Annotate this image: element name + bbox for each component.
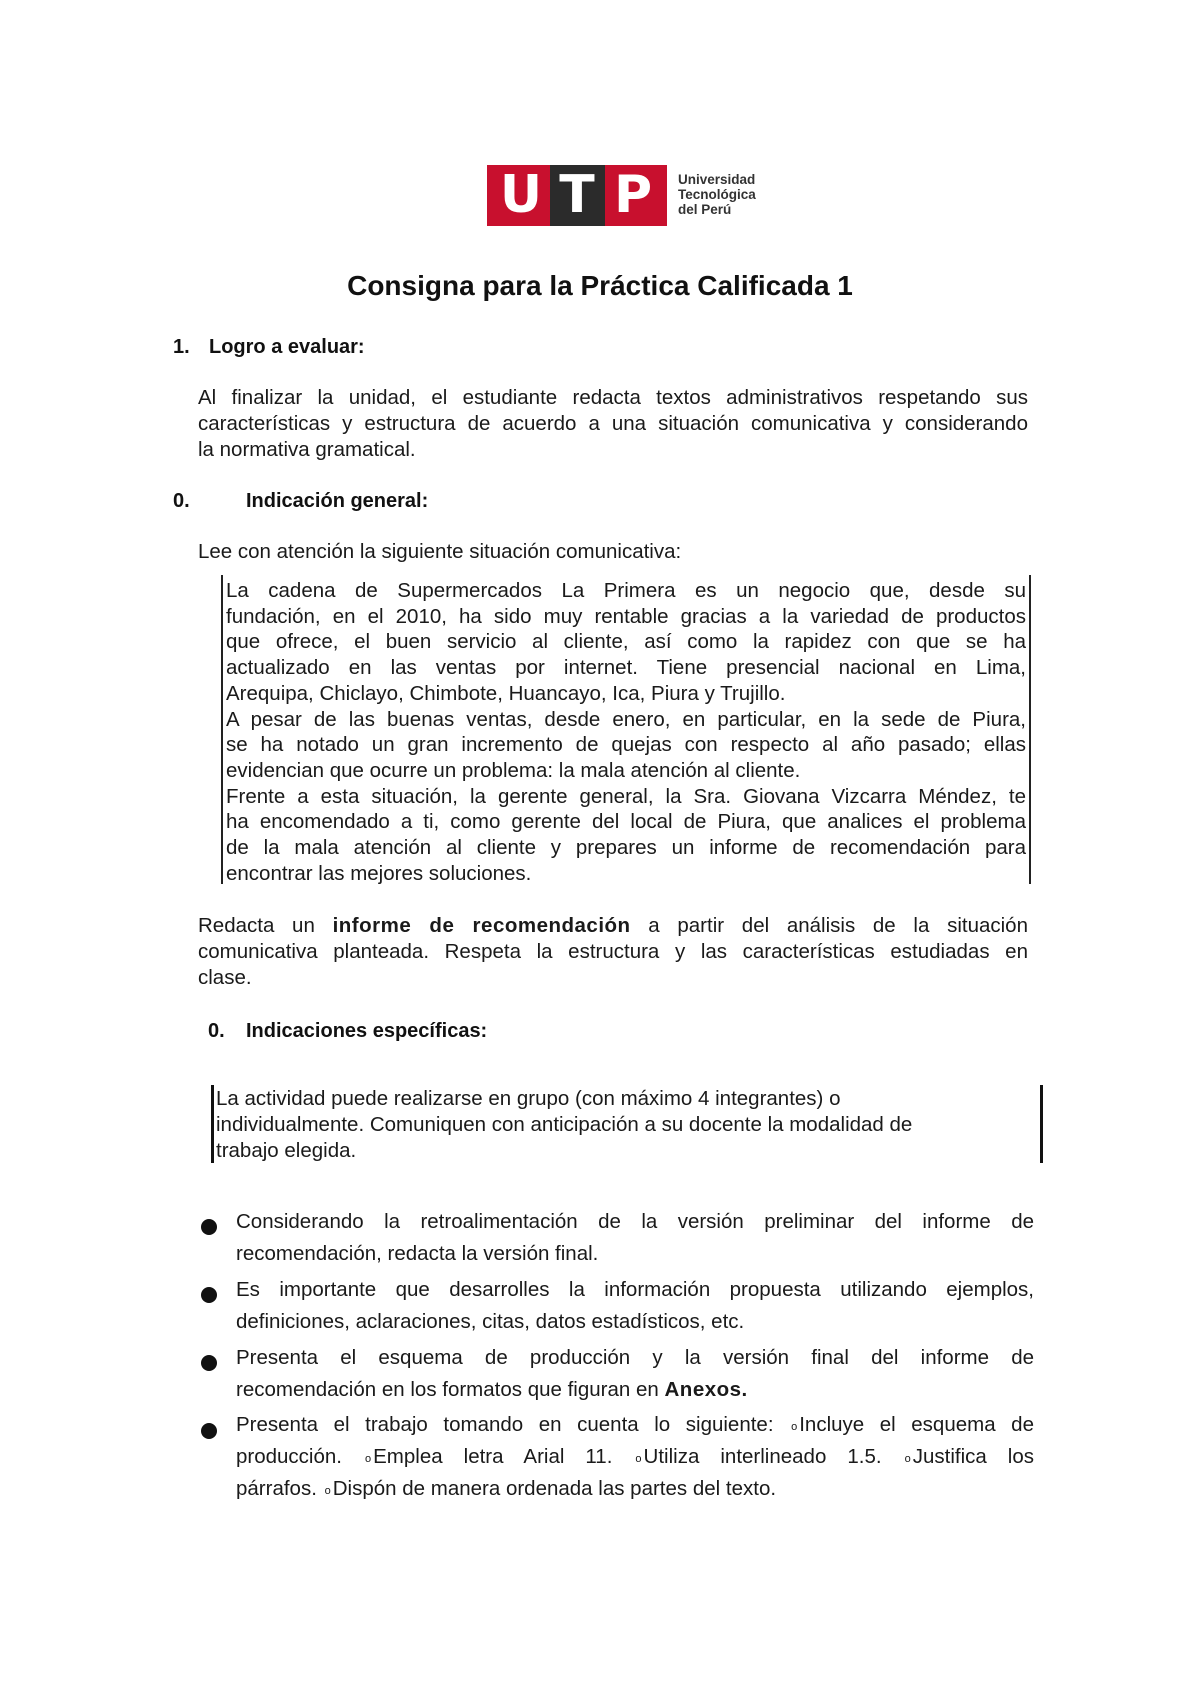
sub-bullet-icon: o — [635, 1453, 642, 1465]
task-line: comunicativa planteada. Respeta la estructura y las características estudiadas en — [198, 940, 1028, 963]
case-line: que ofrece, el buen servicio al cliente, así como la rapidez con que se ha — [226, 630, 1026, 654]
case-line: de la mala atención al cliente y prepares un informe de recomendación para — [226, 836, 1026, 860]
section1-paragraph — [198, 385, 1028, 463]
logo-letter-u: U — [499, 165, 543, 225]
note-line: La actividad puede realizarse en grupo (con máximo 4 integrantes) o — [216, 1087, 841, 1110]
bullet-text: Justifica los — [912, 1445, 1034, 1468]
task-paragraph — [198, 913, 1028, 991]
case-line: encontrar las mejores soluciones. — [226, 861, 532, 885]
sub-bullet-icon: o — [791, 1421, 798, 1433]
bullet-text: Emplea letra Arial 11. — [373, 1445, 613, 1468]
bullet-line — [236, 1410, 1034, 1442]
logo-letter-t: T — [559, 165, 595, 225]
sub-bullet-icon: o — [365, 1453, 372, 1465]
task-line: clase. — [198, 966, 252, 989]
task-bold-term: informe de recomendación — [332, 914, 631, 937]
case-situation-text — [226, 578, 1026, 886]
paragraph-line: características y estructura de acuerdo a una situación comunicativa y considerando — [198, 412, 1028, 435]
task-text: a partir del análisis de la situación — [648, 914, 1028, 937]
group-note-box — [211, 1085, 1043, 1163]
group-note-text — [216, 1086, 1036, 1164]
section2-number: 0. — [173, 490, 190, 512]
note-line: trabajo elegida. — [216, 1139, 357, 1162]
section1-heading: Logro a evaluar: — [209, 336, 365, 358]
bullet-line: Considerando la retroalimentación de la versión preliminar del informe de — [236, 1210, 1034, 1233]
bullet-icon — [201, 1355, 217, 1371]
bullet-item-2 — [236, 1274, 1034, 1338]
annexes-bold: Anexos. — [664, 1378, 748, 1401]
bullet-text: producción. — [236, 1445, 342, 1468]
logo-letter-p: P — [613, 165, 653, 225]
task-line — [198, 913, 1028, 939]
bullet-line — [236, 1374, 1034, 1406]
case-line: se ha notado un gran incremento de quejas con respecto al año pasado; ellas — [226, 733, 1026, 757]
paragraph-line: Al finalizar la unidad, el estudiante redacta textos administrativos respetando sus — [198, 386, 1028, 409]
case-line: La cadena de Supermercados La Primera es un negocio que, desde su — [226, 579, 1026, 602]
bullet-item-4 — [236, 1410, 1034, 1506]
case-line: ha encomendado a ti, como gerente del local de Piura, que analices el problema — [226, 810, 1026, 834]
section3-heading: Indicaciones específicas: — [246, 1020, 488, 1042]
paragraph-line: la normativa gramatical. — [198, 438, 416, 461]
section1-number: 1. — [173, 336, 190, 358]
bullet-text: Dispón de manera ordenada las partes del texto. — [332, 1477, 777, 1500]
logo-name-line: Universidad — [678, 172, 756, 187]
logo-name-line: Tecnológica — [678, 187, 756, 202]
case-line: evidencian que ocurre un problema: la mala atención al cliente. — [226, 758, 801, 782]
bullet-line: Presenta el esquema de producción y la versión final del informe de — [236, 1346, 1034, 1369]
task-text: Redacta un — [198, 914, 315, 937]
case-line: Arequipa, Chiclayo, Chimbote, Huancayo, Ica, Piura y Trujillo. — [226, 681, 786, 705]
case-situation-box — [221, 575, 1031, 884]
bullet-line — [236, 1442, 1034, 1474]
bullet-text: Utiliza interlineado 1.5. — [643, 1445, 882, 1468]
bullet-icon — [201, 1423, 217, 1439]
bullet-line: definiciones, aclaraciones, citas, datos estadísticos, etc. — [236, 1310, 745, 1333]
bullet-text: Incluye el esquema de — [799, 1413, 1034, 1436]
bullet-icon — [201, 1287, 217, 1303]
bullet-line: Es importante que desarrolles la información propuesta utilizando ejemplos, — [236, 1278, 1034, 1301]
bullet-text: recomendación en los formatos que figuran en — [236, 1378, 659, 1401]
bullet-item-1 — [236, 1206, 1034, 1270]
bullet-text: Presenta el trabajo tomando en cuenta lo siguiente: — [236, 1413, 774, 1436]
section3-number: 0. — [208, 1020, 225, 1042]
case-line: A pesar de las buenas ventas, desde enero, en particular, en la sede de Piura, — [226, 707, 1026, 731]
note-line: individualmente. Comuniquen con anticipación a su docente la modalidad de — [216, 1113, 913, 1136]
bullet-item-3 — [236, 1342, 1034, 1406]
case-line: fundación, en el 2010, ha sido muy rentable gracias a la variedad de productos — [226, 604, 1026, 628]
bullet-text: párrafos. — [236, 1477, 317, 1500]
sub-bullet-icon: o — [324, 1485, 331, 1497]
section2-heading: Indicación general: — [246, 490, 429, 512]
logo-university-name — [678, 172, 756, 217]
section2-intro: Lee con atención la siguiente situación comunicativa: — [198, 540, 682, 563]
case-line: Frente a esta situación, la gerente general, la Sra. Giovana Vizcarra Méndez, te — [226, 784, 1026, 808]
logo-name-line: del Perú — [678, 202, 732, 217]
case-line: actualizado en las ventas por internet. Tiene presencial nacional en Lima, — [226, 656, 1026, 680]
bullet-line: recomendación, redacta la versión final. — [236, 1242, 599, 1265]
bullet-line — [236, 1474, 1034, 1506]
sub-bullet-icon: o — [904, 1453, 911, 1465]
utp-logo-mark — [487, 165, 667, 226]
bullet-icon — [201, 1219, 217, 1235]
page-title: Consigna para la Práctica Calificada 1 — [347, 270, 853, 301]
